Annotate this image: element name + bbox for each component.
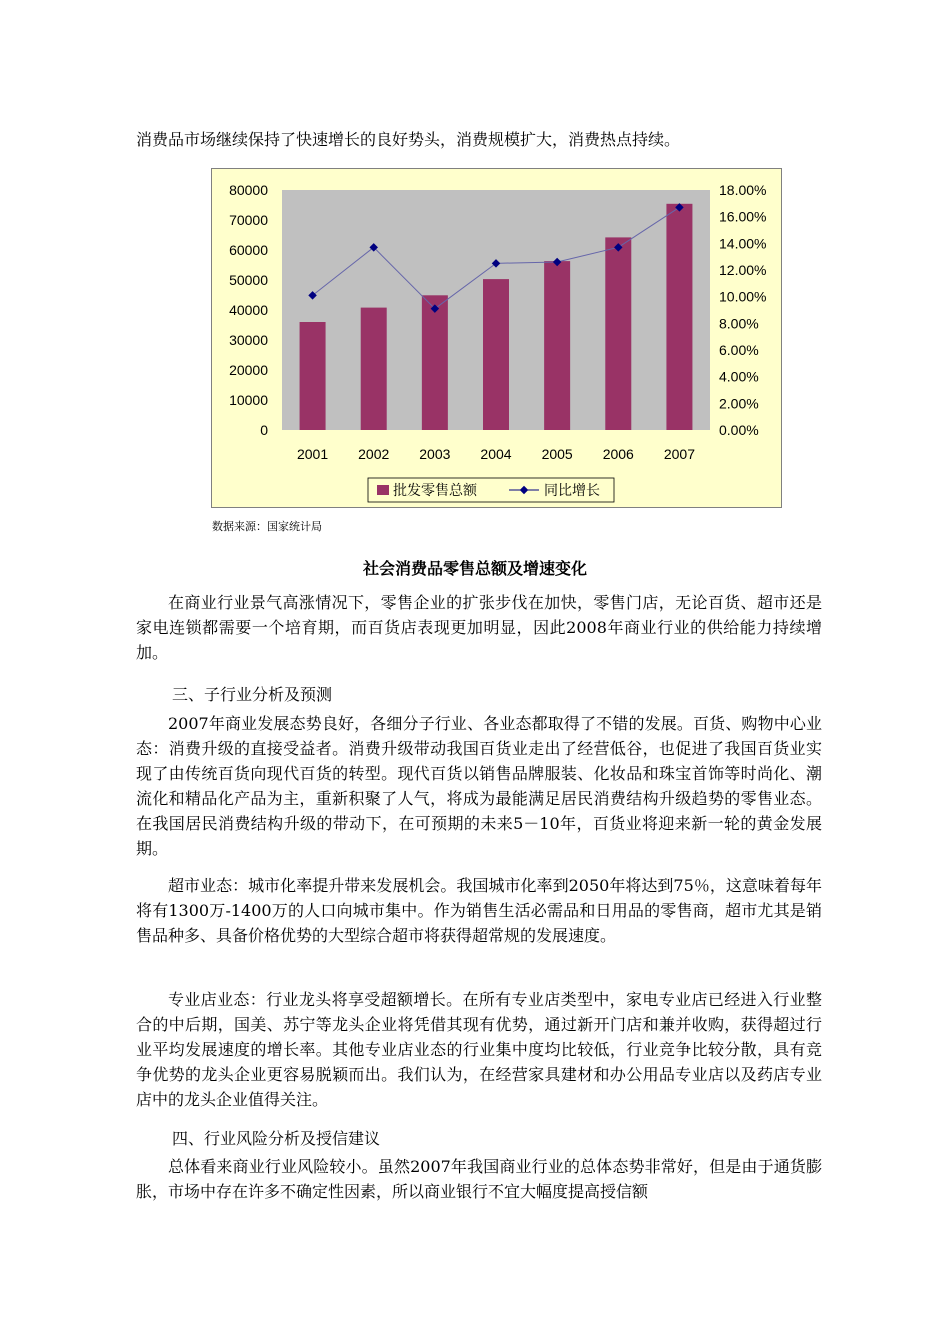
legend-swatch-bar (377, 485, 389, 495)
section-heading-4: 四、行业风险分析及授信建议 (172, 1129, 381, 1148)
chart-legend (368, 478, 614, 502)
paragraph-department-stores: 2007年商业发展态势良好，各细分子行业、各业态都取得了不错的发展。百货、购物中心业态：消费升级的直接受益者。消费升级带动我国百货业走出了经营低谷，也促进了我国百货业实现了由传统百货向现代百货的转型。现代百货以销售品牌服装、化妆品和珠宝首饰等时尚化、潮流化和精品化产品为主，重新积聚了人气，将成为最能满足居民消费结构升级趋势的零售业态。在我国居民消费结构升级的带动下，在可预期的未来5－10年，百货业将迎来新一轮的黄金发展期。 (136, 714, 822, 858)
right-axis-tick: 8.00% (719, 315, 759, 332)
intro-paragraph: 消费品市场继续保持了快速增长的良好势头，消费规模扩大，消费热点持续。 (136, 130, 681, 149)
bar-2002 (361, 308, 387, 430)
right-axis-tick: 10.00% (719, 288, 767, 305)
left-axis-tick: 70000 (229, 212, 268, 228)
x-axis-tick: 2001 (296, 446, 329, 462)
left-axis-tick: 10000 (229, 392, 268, 408)
right-axis-tick: 18.00% (719, 182, 767, 198)
chart-caption: 社会消费品零售总额及增速变化 (362, 559, 587, 578)
paragraph-supermarkets: 超市业态：城市化率提升带来发展机会。我国城市化率到2050年将达到75％，这意味着每年将有1300万-1400万的人口向城市集中。作为销售生活必需品和日用品的零售商，超市尤其是销售品种多、具备价格优势的大型综合超市将获得超常规的发展速度。 (136, 876, 822, 945)
bar-2006 (605, 237, 631, 430)
x-axis-tick: 2006 (602, 446, 634, 462)
right-axis-tick: 12.00% (719, 262, 767, 278)
left-axis-tick: 0 (260, 422, 268, 438)
bar-2003 (422, 295, 448, 430)
paragraph-specialty-stores: 专业店业态：行业龙头将享受超额增长。在所有专业店类型中，家电专业店已经进入行业整合的中后期，国美、苏宁等龙头企业将凭借其现有优势，通过新开门店和兼并收购，获得超过行业平均发展速度的增长率。其他专业店业态的行业集中度均比较低，行业竞争比较分散，具有竞争优势的龙头企业更容易脱颖而出。我们认为，在经营家具建材和办公用品专业店以及药店专业店中的龙头企业值得关注。 (136, 990, 822, 1109)
legend-label-line: 同比增长 (544, 482, 600, 498)
bar-2005 (544, 261, 570, 430)
x-axis-tick: 2004 (480, 446, 512, 462)
left-axis-tick: 50000 (229, 272, 268, 288)
right-axis-tick: 4.00% (719, 368, 759, 385)
section-heading-3: 三、子行业分析及预测 (172, 685, 333, 704)
right-axis-tick: 14.00% (719, 235, 767, 252)
paragraph-supply: 在商业行业景气高涨情况下，零售企业的扩张步伐在加快，零售门店，无论百货、超市还是家电连锁都需要一个培育期，而百货店表现更加明显，因此2008年商业行业的供给能力持续增加。 (136, 593, 822, 662)
retail-sales-chart (211, 168, 782, 508)
left-axis-tick: 20000 (229, 362, 268, 378)
bar-2004 (483, 279, 509, 430)
legend-label-bar: 批发零售总额 (393, 482, 477, 498)
left-axis-tick: 60000 (229, 242, 268, 258)
left-axis-tick: 80000 (229, 182, 268, 198)
bar-2001 (300, 322, 326, 430)
bar-2007 (666, 204, 692, 430)
paragraph-risk: 总体看来商业行业风险较小。虽然2007年我国商业行业的总体态势非常好，但是由于通货膨胀，市场中存在许多不确定性因素，所以商业银行不宜大幅度提高授信额 (136, 1157, 822, 1201)
x-axis-tick: 2007 (663, 446, 696, 462)
x-axis-tick: 2003 (419, 446, 451, 462)
right-axis-tick: 0.00% (719, 422, 759, 438)
x-axis-tick: 2005 (541, 446, 573, 462)
x-axis-tick: 2002 (358, 446, 390, 462)
right-axis-tick: 6.00% (719, 342, 759, 358)
right-axis-tick: 16.00% (719, 208, 767, 225)
right-axis-tick: 2.00% (719, 395, 759, 412)
data-source-note: 数据来源：国家统计局 (212, 520, 322, 533)
left-axis-tick: 30000 (229, 332, 268, 348)
left-axis-tick: 40000 (229, 302, 268, 318)
